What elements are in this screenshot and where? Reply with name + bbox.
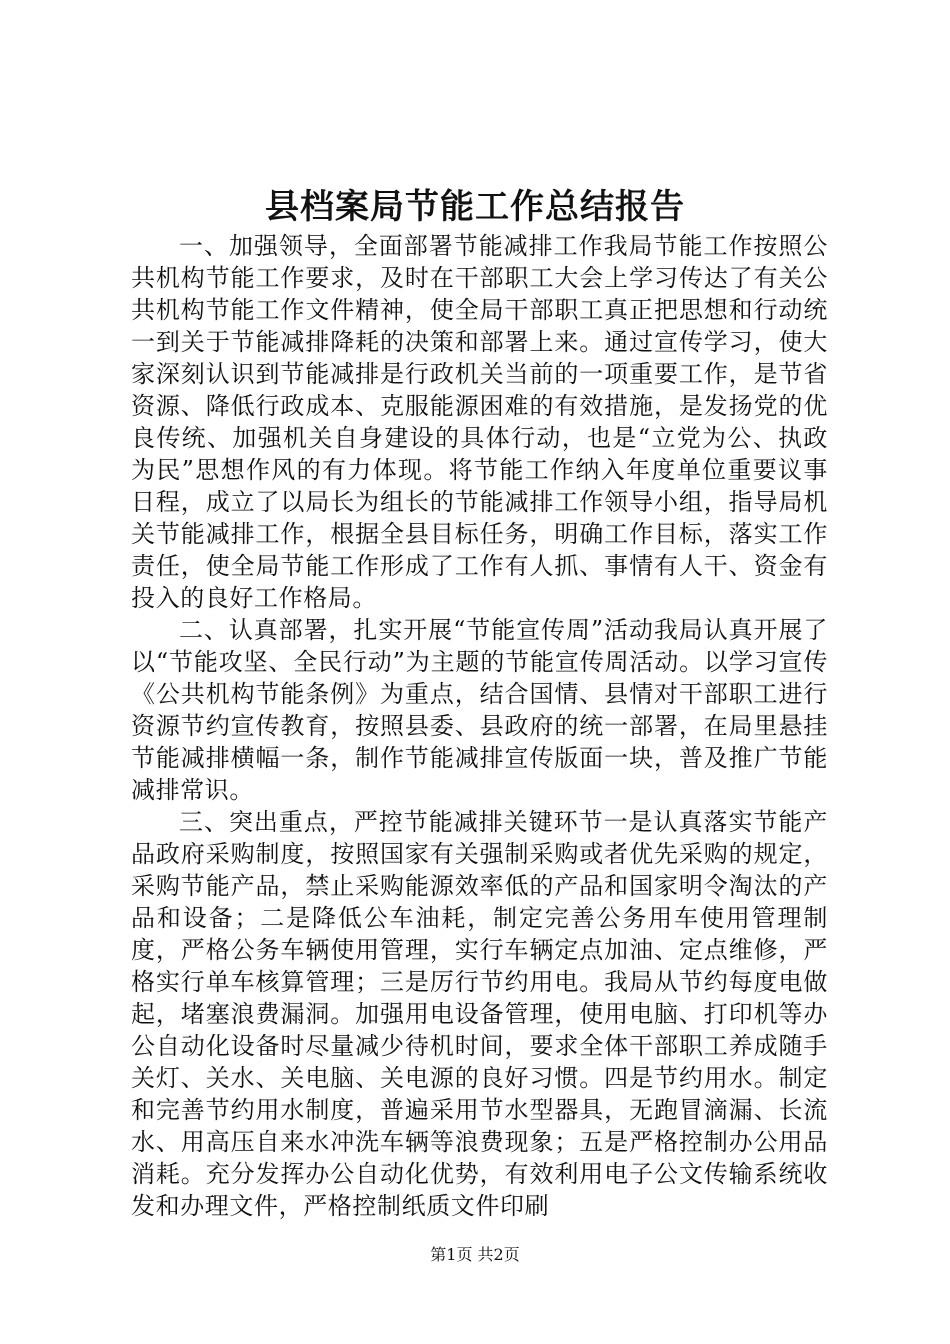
page-footer: 第1页 共2页	[430, 1245, 520, 1264]
document-title: 县档案局节能工作总结报告	[265, 187, 685, 227]
document-body	[131, 230, 828, 1222]
paragraph-1: 一、加强领导，全面部署节能减排工作我局节能工作按照公共机构节能工作要求，及时在干部职工大会上学习传达了有关公共机构节能工作文件精神，使全局干部职工真正把思想和行动统一到关于节能减排降耗的决策和部署上来。通过宣传学习，使大家深刻认识到节能减排是行政机关当前的一项重要工作，是节省资源、降低行政成本、克服能源困难的有效措施，是发扬党的优良传统、加强机关自身建设的具体行动，也是“立党为公、执政为民”思想作风的有力体现。将节能工作纳入年度单位重要议事日程，成立了以局长为组长的节能减排工作领导小组，指导局机关节能减排工作，根据全县目标任务，明确工作目标，落实工作责任，使全局节能工作形成了工作有人抓、事情有人干、资金有投入的良好工作格局。	[131, 232, 828, 612]
paragraph-2: 二、认真部署，扎实开展“节能宣传周”活动我局认真开展了以“节能攻坚、全民行动”为主题的节能宣传周活动。以学习宣传《公共机构节能条例》为重点，结合国情、县情对干部职工进行资源节约宣传教育，按照县委、县政府的统一部署，在局里悬挂节能减排横幅一条，制作节能减排宣传版面一块，普及推广节能减排常识。	[131, 616, 828, 804]
paragraph-3: 三、突出重点，严控节能减排关键环节一是认真落实节能产品政府采购制度，按照国家有关强制采购或者优先采购的规定，采购节能产品，禁止采购能源效率低的产品和国家明令淘汰的产品和设备；二是降低公车油耗，制定完善公务用车使用管理制度，严格公务车辆使用管理，实行车辆定点加油、定点维修，严格实行单车核算管理；三是厉行节约用电。我局从节约每度电做起，堵塞浪费漏洞。加强用电设备管理，使用电脑、打印机等办公自动化设备时尽量减少待机时间，要求全体干部职工养成随手关灯、关水、关电脑、关电源的良好习惯。四是节约用水。制定和完善节约用水制度，普遍采用节水型器具，无跑冒滴漏、长流水、用高压自来水冲洗车辆等浪费现象；五是严格控制办公用品消耗。充分发挥办公自动化优势，有效利用电子公文传输系统收发和办理文件，严格控制纸质文件印刷	[131, 808, 828, 1220]
